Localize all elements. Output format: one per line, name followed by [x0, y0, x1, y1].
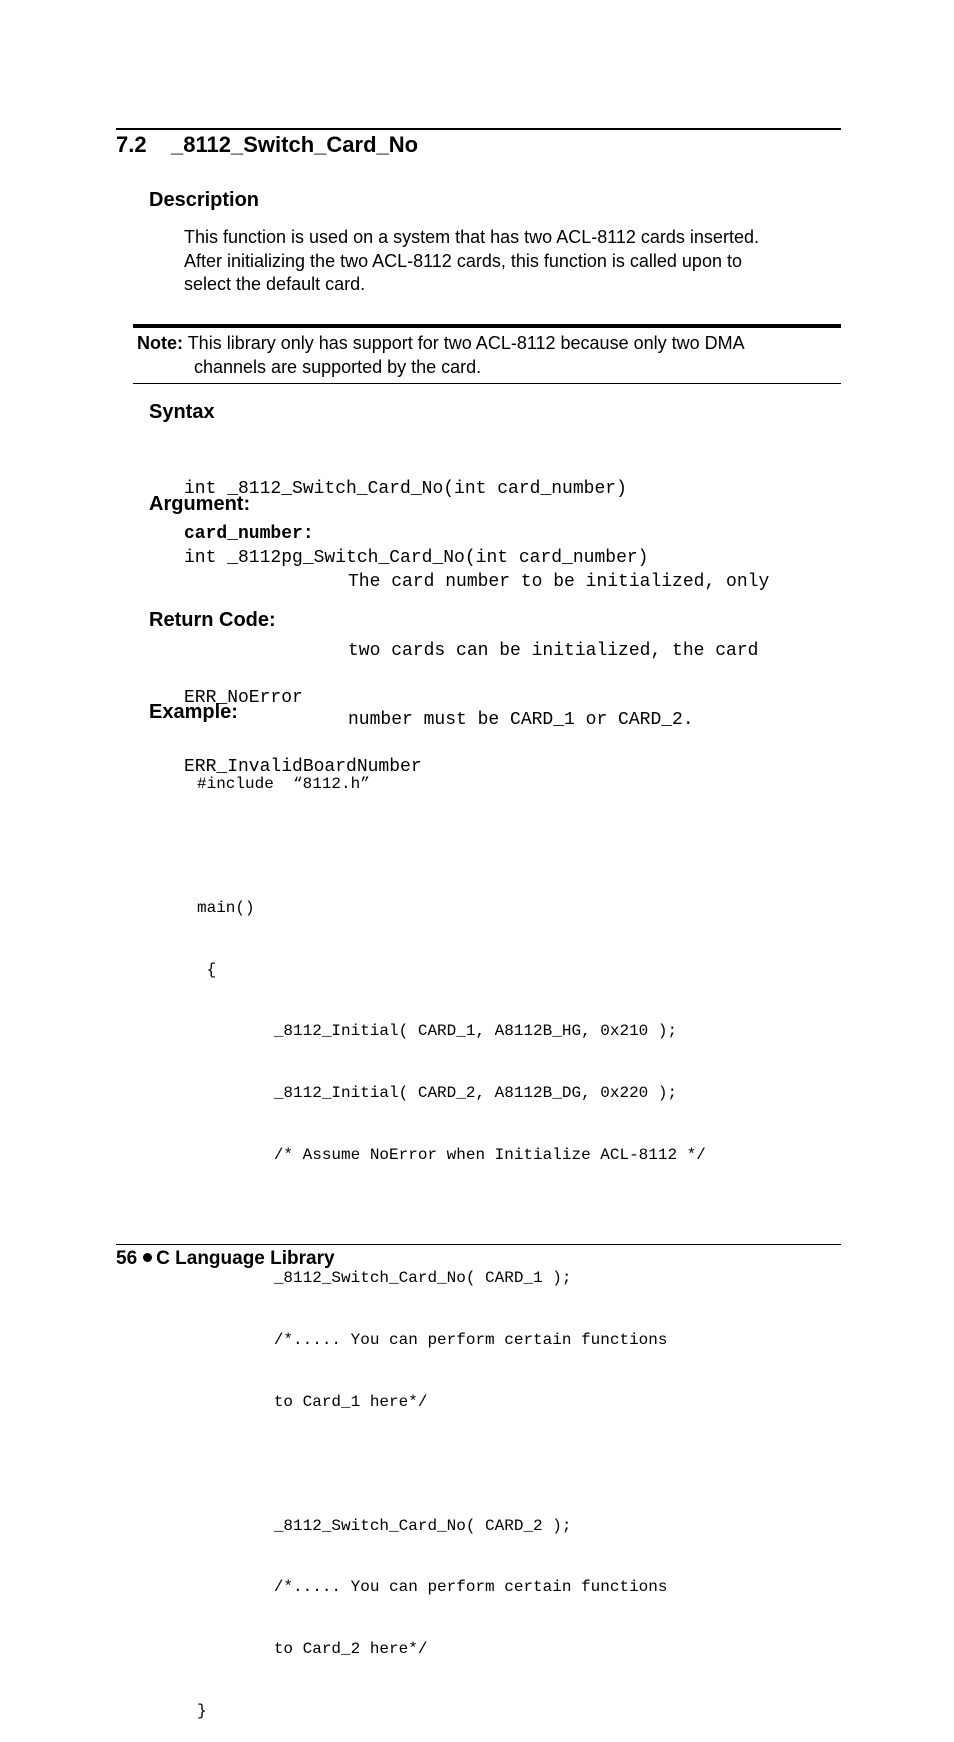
page-footer — [116, 1248, 335, 1270]
code-line: } — [197, 1701, 207, 1720]
code-line: #include “8112.h” — [197, 775, 370, 794]
argument-desc-line: number must be CARD_1 or CARD_2. — [348, 710, 694, 730]
code-line: /* Assume NoError when Initialize ACL-8112 */ — [197, 1145, 706, 1164]
page-number: 56 — [116, 1248, 138, 1269]
note-box — [137, 331, 841, 379]
section-number: 7.2 — [116, 132, 147, 157]
code-line — [197, 1454, 706, 1475]
note-label: Note: — [137, 333, 183, 353]
note-bottom-rule — [133, 383, 841, 384]
code-line: to Card_2 here*/ — [197, 1640, 428, 1659]
code-line: _8112_Initial( CARD_2, A8112B_DG, 0x220 ); — [197, 1084, 678, 1103]
syntax-heading: Syntax — [149, 401, 215, 423]
note-top-rule — [133, 324, 841, 328]
syntax-line: int _8112pg_Switch_Card_No(int card_number) — [184, 548, 649, 568]
code-line: _8112_Initial( CARD_1, A8112B_HG, 0x210 ); — [197, 1022, 678, 1041]
code-line: _8112_Switch_Card_No( CARD_1 ); — [197, 1269, 572, 1288]
argument-heading: Argument: — [149, 493, 251, 515]
code-line — [197, 836, 706, 857]
description-paragraph — [184, 226, 844, 297]
code-line: /*..... You can perform certain functions — [197, 1578, 668, 1597]
code-line: { — [197, 960, 217, 979]
note-line-2: channels are supported by the card. — [194, 357, 482, 377]
code-line: _8112_Switch_Card_No( CARD_2 ); — [197, 1516, 572, 1535]
section-title: _8112_Switch_Card_No — [171, 132, 419, 157]
footer-rule — [116, 1244, 841, 1245]
section-heading — [116, 132, 418, 158]
code-line: to Card_1 here*/ — [197, 1393, 428, 1411]
example-code-block — [197, 733, 706, 1742]
description-line: select the default card. — [184, 274, 366, 294]
return-code-heading: Return Code: — [149, 609, 276, 631]
example-heading: Example: — [149, 701, 238, 723]
argument-desc-line: two cards can be initialized, the card — [348, 641, 759, 661]
section-top-rule — [116, 128, 841, 130]
description-heading: Description — [149, 189, 260, 211]
bullet-icon — [143, 1253, 152, 1262]
syntax-line: int _8112_Switch_Card_No(int card_number) — [184, 479, 627, 499]
code-line — [197, 1207, 706, 1228]
return-code-line: ERR_InvalidBoardNumber — [184, 757, 422, 777]
description-line: This function is used on a system that has two ACL-8112 cards inserted. — [184, 227, 759, 247]
note-line-1: This library only has support for two ACL-8112 because only two DMA — [187, 333, 745, 353]
footer-title: C Language Library — [156, 1248, 335, 1269]
argument-desc-line: The card number to be initialized, only — [348, 572, 770, 592]
code-line: /*..... You can perform certain functions — [197, 1331, 668, 1350]
description-line: After initializing the two ACL-8112 cards, this function is called upon to — [184, 250, 742, 271]
code-line: main() — [197, 898, 255, 917]
argument-name: card_number: — [184, 524, 314, 544]
return-code-line: ERR_NoError — [184, 688, 303, 708]
